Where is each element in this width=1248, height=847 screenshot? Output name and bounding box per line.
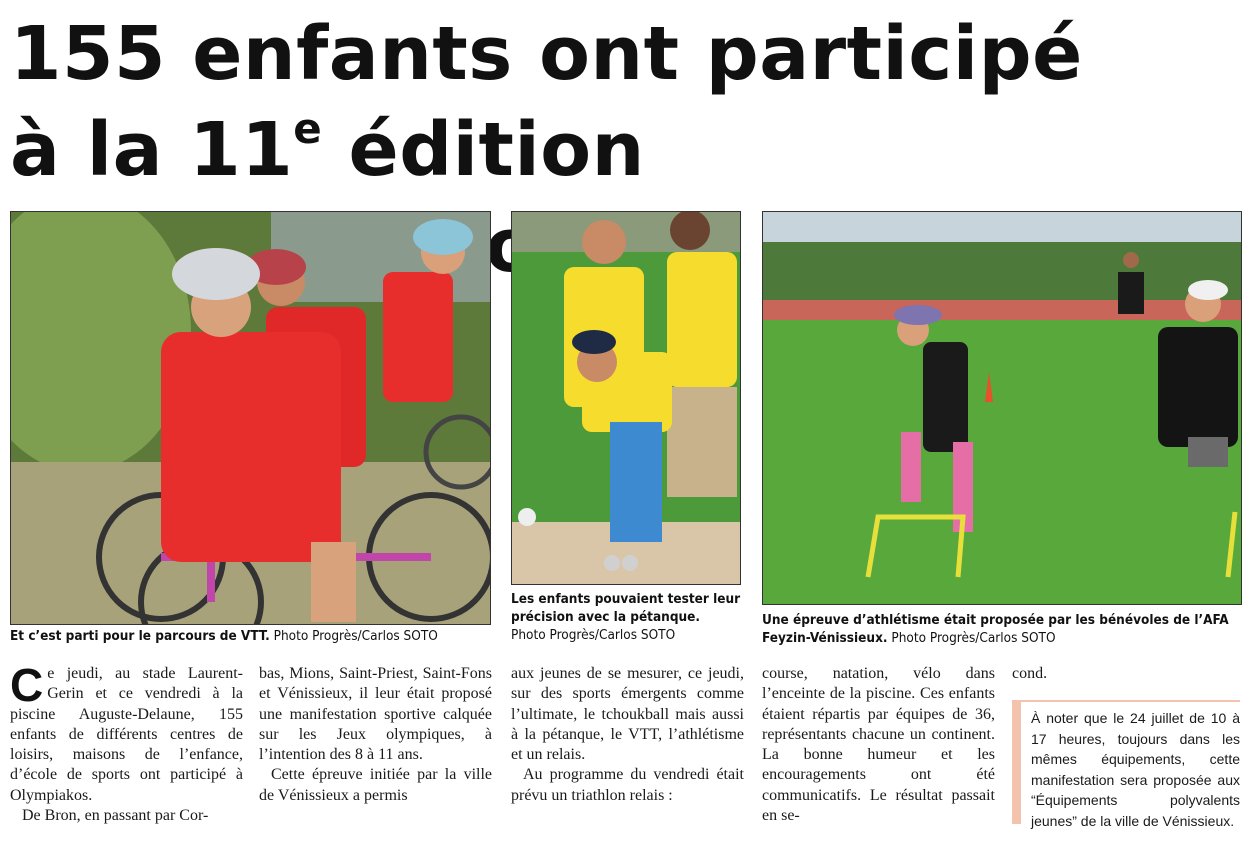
headline-line-2-start: à la 11 xyxy=(10,107,294,193)
photo-athletisme xyxy=(762,211,1242,605)
article-text: e jeudi, au stade Laurent-Gerin et ce vendredi à la piscine Auguste-Delaune, 155 enfants de différents centres de loisirs, maisons de l’enfance, d’école de sports ont participé à Olympiakos. xyxy=(10,665,243,804)
caption-petanque xyxy=(511,590,743,644)
caption-vtt-credit: Photo Progrès/Carlos SOTO xyxy=(273,628,438,644)
article-paragraph: cond. xyxy=(1012,665,1048,682)
photo-petanque-image xyxy=(512,212,740,584)
article-paragraph: course, natation, vélo dans l’enceinte de la piscine. Ces enfants étaient répartis par équipes de 36, représentants chacune un continent. La bonne humeur et les encouragements ont été communicatifs. Le résultat passait en se- xyxy=(762,665,995,825)
caption-athletisme-text: Une épreuve d’athlétisme était proposée par les bénévoles de l’AFA Feyzin-Vénissieux. xyxy=(762,612,1229,646)
article-paragraph xyxy=(10,659,243,806)
article-paragraph: Au programme du vendredi était prévu un triathlon relais : xyxy=(511,766,744,804)
side-note-text: À noter que le 24 juillet de 10 à 17 heures, toujours dans les mêmes équipements, cette manifestation sera proposée aux “Équipements polyvalents jeunes” de la ville de Vénissieux. xyxy=(1031,710,1240,829)
side-note-box xyxy=(1012,700,1240,829)
headline-line-1: 155 enfants ont participé xyxy=(10,11,1083,97)
headline-superscript: e xyxy=(293,104,323,153)
photo-athletisme-image xyxy=(763,212,1241,604)
article-paragraph: aux jeunes de se mesurer, ce jeudi, sur des sports émergents comme l’ultimate, le tchoukball mais aussi à la pétanque, le VTT, l’athlétisme et un relais. xyxy=(511,665,744,764)
photo-petanque xyxy=(511,211,741,585)
article-paragraph: De Bron, en passant par Cor- xyxy=(22,807,209,825)
article-column-1 xyxy=(10,659,243,826)
drop-cap: C xyxy=(10,659,44,711)
headline-line-2-end: édition xyxy=(348,107,645,193)
caption-petanque-text: Les enfants pouvaient tester leur précision avec la pétanque. xyxy=(511,591,741,625)
article-column-4 xyxy=(762,664,995,826)
caption-athletisme xyxy=(762,611,1244,647)
article-column-2 xyxy=(259,664,492,806)
article-paragraph: bas, Mions, Saint-Priest, Saint-Fons et Vénissieux, il leur était proposé une manifestation sportive calquée sur les Jeux olympiques, à l’intention des 8 à 11 ans. xyxy=(259,665,492,764)
caption-petanque-credit: Photo Progrès/Carlos SOTO xyxy=(511,627,676,643)
photo-vtt-image xyxy=(11,212,490,624)
photo-vtt xyxy=(10,211,491,625)
article-column-3 xyxy=(511,664,744,806)
caption-athletisme-credit: Photo Progrès/Carlos SOTO xyxy=(891,630,1056,646)
caption-vtt xyxy=(10,627,490,645)
article-paragraph: Cette épreuve initiée par la ville de Vénissieux a permis xyxy=(259,766,492,804)
caption-vtt-text: Et c’est parti pour le parcours de VTT. xyxy=(10,628,270,644)
article-column-5 xyxy=(1012,664,1240,684)
